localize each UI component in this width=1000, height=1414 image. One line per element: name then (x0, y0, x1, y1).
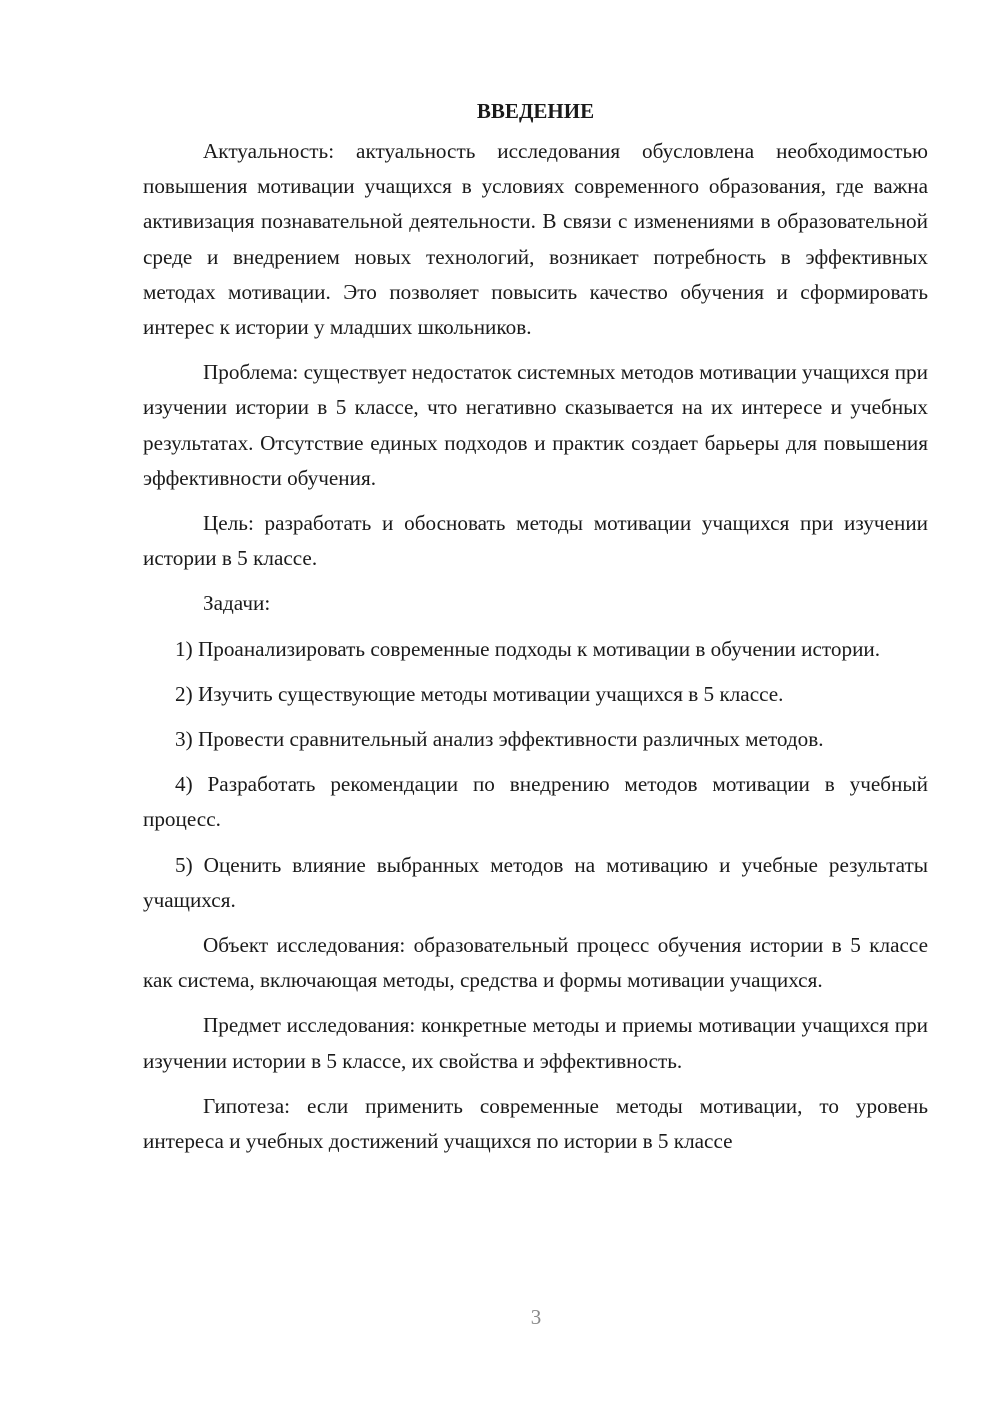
page-number: 3 (530, 1305, 542, 1329)
task-item-3: 3) Провести сравнительный анализ эффективности различных методов. (175, 727, 824, 752)
tasks-heading: Задачи: (203, 591, 271, 616)
task-item-4: 4) Разработать рекомендации по внедрению методов мотивации в учебный процесс. (143, 772, 928, 832)
task-item-2: 2) Изучить существующие методы мотивации учащихся в 5 классе. (175, 681, 784, 706)
task-item-5: 5) Оценить влияние выбранных методов на мотивацию и учебные результаты учащихся. (143, 852, 928, 912)
task-item-1: 1) Проанализировать современные подходы к мотивации в обучении истории. (175, 636, 881, 661)
paragraph-goal: Цель: разработать и обосновать методы мотивации учащихся при изучении истории в 5 классе. (143, 511, 928, 571)
paragraph-subject: Предмет исследования: конкретные методы и приемы мотивации учащихся при изучении истории в 5 классе, их свойства и эффективность. (143, 1013, 928, 1073)
paragraph-hypothesis: Гипотеза: если применить современные методы мотивации, то уровень интереса и учебных достижений учащихся по истории в 5 классе (143, 1093, 928, 1154)
paragraph-object: Объект исследования: образовательный процесс обучения истории в 5 классе как система, включающая методы, средства и формы мотивации учащихся. (143, 933, 928, 993)
document-body (143, 96, 928, 1159)
section-title: ВВЕДЕНИЕ (476, 99, 595, 123)
paragraph-problem: Проблема: существует недостаток системных методов мотивации учащихся при изучении истории в 5 классе, что негативно сказывается на их интересе и учебных результатах. Отсутствие единых подходов и практик создает барьеры для повышения эффективности обучения. (143, 360, 928, 490)
paragraph-relevance: Актуальность: актуальность исследования обусловлена необходимостью повышения мотивации учащихся в условиях современного образования, где важна активизация познавательной деятельности. В связи с изменениями в образовательной среде и внедрением новых технологий, возникает потребность в эффективных методах мотивации. Это позволяет повысить качество обучения и сформировать интерес к истории у младших школьников. (143, 139, 928, 340)
